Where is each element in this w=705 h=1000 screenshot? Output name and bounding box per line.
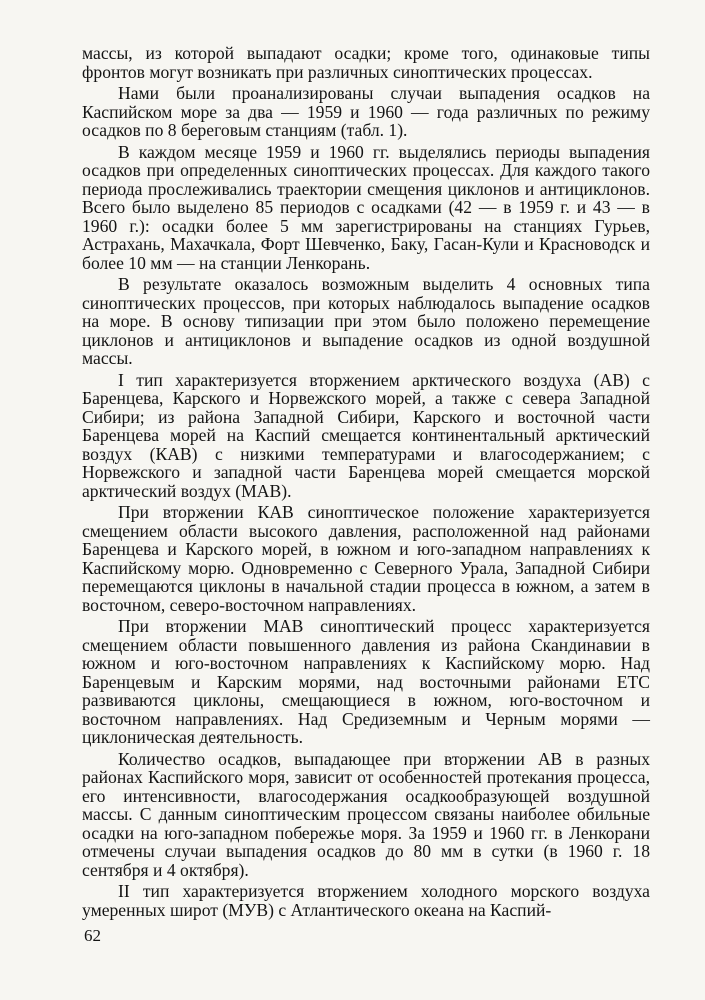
paragraph-3: В каждом месяце 1959 и 1960 гг. выделялись периоды выпадения осадков при определенных синоптических процессах. Для каждого такого периода прослеживались траектории смещения циклонов и антициклонов. Всего было выделено 85 периодов с осадками (42 — в 1959 г. и 43 — в 1960 г.): осадки более 5 мм зарегистрированы на станциях Гурьев, Астрахань, Махачкала, Форт Шевченко, Баку, Гасан-Кули и Красноводск и более 10 мм — на станции Ленкорань. <box>82 141 650 273</box>
paragraph-4: В результате оказалось возможным выделить 4 основных типа синоптических процессов, при которых наблюдалось выпадение осадков на море. В основу типизации при этом было положено перемещение циклонов и антициклонов и выпадение осадков из одной воздушной массы. <box>82 274 650 368</box>
paragraph-6: При вторжении КАВ синоптическое положение характеризуется смещением области высокого давления, расположенной над районами Баренцева и Карского морей, в южном и юго-западном направлениях к Каспийскому морю. Одновременно с Северного Урала, Западной Сибири перемещаются циклоны в начальной стадии процесса в южном, а затем в восточном, северо-восточном направлениях. <box>82 502 650 615</box>
paragraph-8: Количество осадков, выпадающее при вторжении АВ в разных районах Каспийского моря, зависит от особенностей протекания процесса, его интенсивности, влагосодержания осадкообразующей воздушной массы. С данным синоптическим процессом связаны наиболее обильные осадки на юго-западном побережье моря. За 1959 и 1960 гг. в Ленкорани отмечены случаи выпадения осадков до 80 мм в сутки (в 1960 г. 18 сентября и 4 октября). <box>82 748 650 880</box>
body-text <box>82 44 650 919</box>
paragraph-2: Нами были проанализированы случаи выпадения осадков на Каспийском море за два — 1959 и 1960 — года различных по режиму осадков по 8 береговым станциям (табл. 1). <box>82 83 650 140</box>
page-number: 62 <box>84 926 101 945</box>
paragraph-1: массы, из которой выпадают осадки; кроме того, одинаковые типы фронтов могут возникать при различных синоптических процессах. <box>82 43 650 82</box>
paragraph-9: II тип характеризуется вторжением холодного морского воздуха умеренных широт (МУВ) с Атлантического океана на Каспий- <box>82 881 650 920</box>
paragraph-5: I тип характеризуется вторжением арктического воздуха (АВ) с Баренцева, Карского и Норвежского морей, а также с севера Западной Сибири; из района Западной Сибири, Карского и восточной части Баренцева морей на Каспий смещается континентальный арктический воздух (КАВ) с низкими температурами и влагосодержанием; с Норвежского и западной части Баренцева морей смещается морской арктический воздух (МАВ). <box>82 369 650 501</box>
paragraph-7: При вторжении МАВ синоптический процесс характеризуется смещением области повышенного давления из района Скандинавии в южном и юго-восточном направлениях к Каспийскому морю. Над Баренцевым и Карским морями, над восточными районами ЕТС развиваются циклоны, смещающиеся в южном, юго-восточном и восточном направлениях. Над Средиземным и Черным морями — циклоническая деятельность. <box>82 616 650 747</box>
